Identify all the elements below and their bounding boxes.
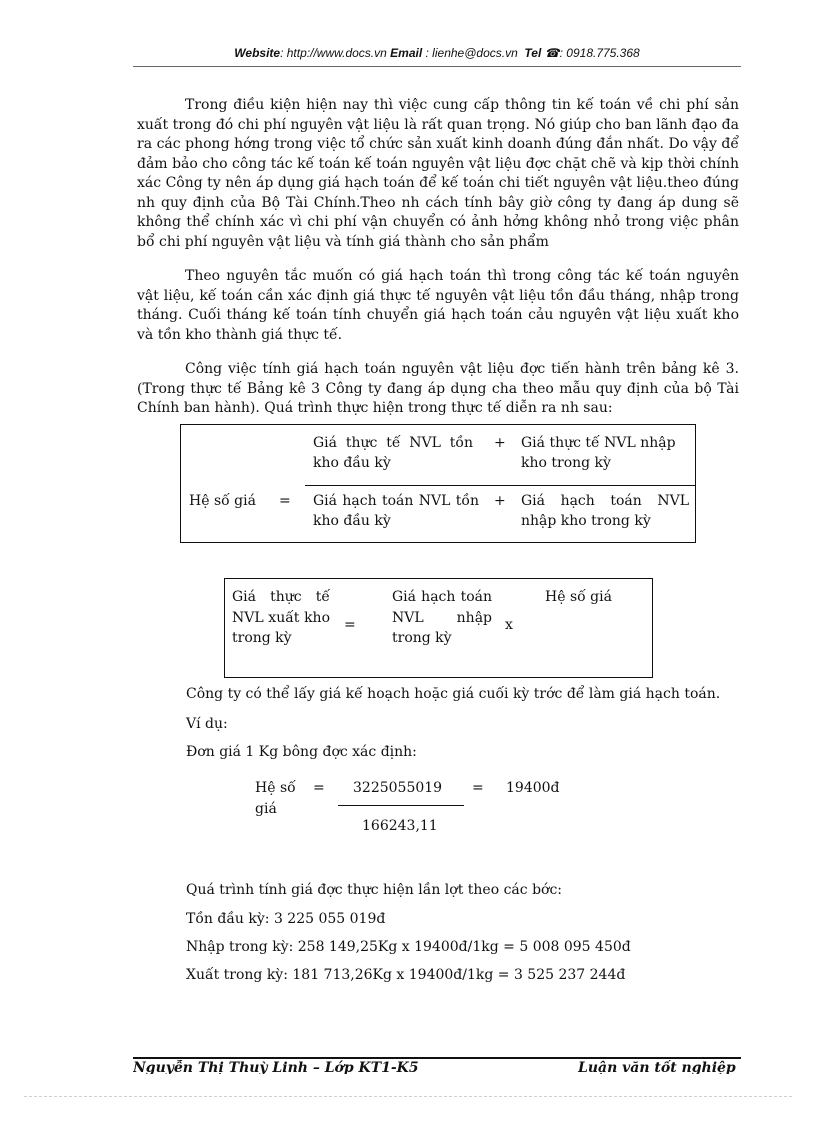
phone-icon: ☎ (544, 46, 560, 60)
price-coefficient-formula-box (180, 424, 696, 543)
paragraph-1-block (137, 96, 739, 252)
formula2-middle: Giá hạch toán NVL nhập trong kỳ (392, 589, 492, 646)
page-bottom-divider (24, 1096, 792, 1097)
calc-equals-2: = (472, 780, 484, 796)
calc-label-line1: Hệ số (255, 780, 296, 796)
calc-result: 19400đ (506, 780, 560, 796)
footer-author: Nguyễn Thị Thuỳ Linh – Lớp KT1-K5 (133, 1060, 419, 1074)
numerator-left: Giá thực tế NVL tồn kho đầu kỳ (313, 435, 473, 471)
numerator-plus: + (494, 435, 506, 451)
example-label: Ví dụ: (186, 716, 228, 732)
formula2-left: Giá thực tế NVL xuất kho trong kỳ (232, 589, 330, 646)
denominator-plus: + (494, 493, 506, 509)
denominator-left: Giá hạch toán NVL tồn kho đầu kỳ (313, 493, 479, 529)
opening-stock-line: Tồn đầu kỳ: 3 225 055 019đ (186, 911, 386, 927)
unit-price-line: Đơn giá 1 Kg bông đợc xác định: (186, 744, 417, 760)
import-line: Nhập trong kỳ: 258 149,25Kg x 19400đ/1kg = 5 008 095 450đ (186, 939, 631, 955)
calc-label-line2: giá (255, 801, 277, 817)
footer-divider (133, 1057, 741, 1059)
export-line: Xuất trong kỳ: 181 713,26Kg x 19400đ/1kg = 3 525 237 244đ (186, 967, 626, 983)
paragraph: Công việc tính giá hạch toán nguyên vật liệu đợc tiến hành trên bảng kê 3. (Trong thực tế Bảng kê 3 Công ty đang áp dụng cha theo mẫu quy định của bộ Tài Chính ban hành). Quá trình thực hiện trong thực tế diễn ra nh sau: (137, 361, 739, 416)
paragraph: Trong điều kiện hiện nay thì việc cung cấp thông tin kế toán về chi phí sản xuất trong đó chi phí nguyên vật liệu là rất quan trọng. Nó giúp cho ban lãnh đạo đa ra các phong hớng trong việc tổ chức sản xuất kinh doanh đúng đắn nhất. Do vậy để đảm bảo cho công tác kế toán kế toán nguyên vật liệu đợc chặt chẽ và kịp thời chính xác Công ty nên áp dụng giá hạch toán để kế toán chi tiết nguyên vật liệu.theo đúng nh quy định của Bộ Tài Chính.Theo nh cách tính bây giờ công ty đang áp dung sẽ không thể chính xác vì chi phí vận chuyển có ảnh hởng không nhỏ trong việc phân bổ chi phí nguyên vật liệu và tính giá thành cho sản phẩm (137, 97, 739, 250)
calc-equals-1: = (313, 780, 325, 796)
footer-title: Luận văn tốt nghiệp (578, 1060, 736, 1074)
paragraph-2-block (137, 267, 739, 345)
fraction-divider (305, 485, 695, 486)
formula2-equals: = (344, 617, 356, 633)
calc-fraction-bar (338, 805, 464, 806)
calc-numerator: 3225055019 (353, 780, 443, 796)
paragraph: Theo nguyên tắc muốn có giá hạch toán thì trong công tác kế toán nguyên vật liệu, kế toán cần xác định giá thực tế nguyên vật liệu tồn đầu tháng, nhập trong tháng. Cuối tháng kế toán tính chuyển giá hạch toán cảu nguyên vật liệu xuất kho và tồn kho thành giá thực tế. (137, 268, 739, 343)
numerator-right: Giá thực tế NVL nhập kho trong kỳ (521, 435, 676, 471)
process-line: Quá trình tính giá đợc thực hiện lần lợt theo các bớc: (186, 882, 563, 898)
denominator-right: Giá hạch toán NVL nhập kho trong kỳ (521, 493, 689, 529)
email-label: Email (390, 46, 423, 60)
formula2-times: x (505, 617, 513, 633)
page-header (133, 46, 741, 67)
tel-value: : 0918.775.368 (559, 46, 640, 60)
formula-equals: = (279, 493, 291, 509)
formula-label: Hệ số giá (189, 493, 256, 509)
email-value: : lienhe@docs.vn (425, 46, 518, 60)
tel-label: Tel (524, 46, 542, 60)
calc-denominator: 166243,11 (362, 818, 438, 834)
export-price-formula-box (224, 578, 653, 678)
company-note: Công ty có thể lấy giá kế hoạch hoặc giá cuối kỳ trớc để làm giá hạch toán. (186, 686, 721, 702)
website-label: Website (234, 46, 281, 60)
formula2-right: Hệ số giá (545, 589, 612, 605)
paragraph-3-block (137, 360, 739, 419)
website-value: : http://www.docs.vn (280, 46, 387, 60)
